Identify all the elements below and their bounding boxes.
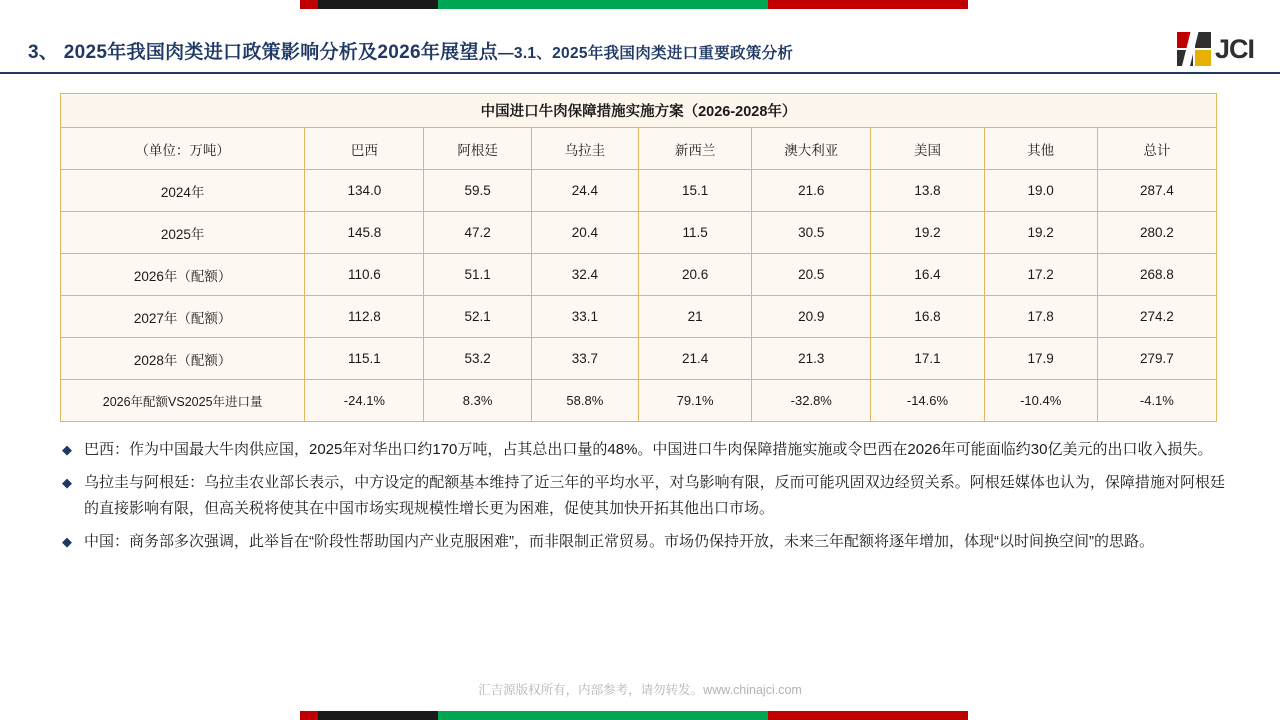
- table-row-label: 2024年: [61, 170, 305, 212]
- table-cell: 17.8: [984, 296, 1097, 338]
- table-cell: 30.5: [752, 212, 871, 254]
- list-item: [60, 470, 1225, 522]
- table-column-header: 总计: [1097, 128, 1216, 170]
- table-cell: 21.6: [752, 170, 871, 212]
- table-cell: 280.2: [1097, 212, 1216, 254]
- table-cell: 24.4: [531, 170, 638, 212]
- table-row-label: 2028年（配额）: [61, 338, 305, 380]
- table-cell: 20.4: [531, 212, 638, 254]
- table-cell: 13.8: [871, 170, 984, 212]
- bottom-decor-bar: [0, 711, 1280, 720]
- table-cell: 58.8%: [531, 380, 638, 422]
- table-cell: 20.9: [752, 296, 871, 338]
- table-row: [61, 380, 1217, 422]
- table-row-label: 2026年（配额）: [61, 254, 305, 296]
- table-cell: 15.1: [638, 170, 751, 212]
- table-cell: 20.5: [752, 254, 871, 296]
- table-cell: 32.4: [531, 254, 638, 296]
- table-cell: 145.8: [305, 212, 424, 254]
- table-cell: 33.1: [531, 296, 638, 338]
- table-cell: 17.1: [871, 338, 984, 380]
- table-cell: 16.8: [871, 296, 984, 338]
- table-cell: 134.0: [305, 170, 424, 212]
- table-cell: 33.7: [531, 338, 638, 380]
- page-title-main: 3、 2025年我国肉类进口政策影响分析及2026年展望点: [28, 42, 499, 63]
- table-row: [61, 254, 1217, 296]
- table-column-header: （单位：万吨）: [61, 128, 305, 170]
- bullet-list: [60, 437, 1225, 562]
- decor-segment: [0, 711, 300, 720]
- page-title-sub: —3.1、2025年我国肉类进口重要政策分析: [498, 45, 794, 62]
- table-row-label: 2027年（配额）: [61, 296, 305, 338]
- table-column-header: 美国: [871, 128, 984, 170]
- table-column-header: 巴西: [305, 128, 424, 170]
- top-decor-bar: [0, 0, 1280, 9]
- table-column-header: 其他: [984, 128, 1097, 170]
- decor-segment: [300, 711, 318, 720]
- table-row: [61, 170, 1217, 212]
- list-item-text: 乌拉圭与阿根廷：乌拉圭农业部长表示，中方设定的配额基本维持了近三年的平均水平，对乌影响有限，反而可能巩固双边经贸关系。阿根廷媒体也认为，保障措施对阿根廷的直接影响有限，但高关税将使其在中国市场实现规模性增长更为困难，促使其加快开拓其他出口市场。: [84, 474, 1225, 517]
- table-cell: 11.5: [638, 212, 751, 254]
- table-cell: 287.4: [1097, 170, 1216, 212]
- diamond-bullet-icon: ◆: [62, 475, 72, 490]
- list-item-text: 巴西：作为中国最大牛肉供应国，2025年对华出口约170万吨，占其总出口量的48%。中国进口牛肉保障措施实施或令巴西在2026年可能面临约30亿美元的出口收入损失。: [84, 441, 1213, 458]
- page-title: [28, 37, 793, 64]
- table-title-row: [61, 94, 1217, 128]
- table-column-header: 新西兰: [638, 128, 751, 170]
- decor-segment: [300, 0, 318, 9]
- table-cell: 274.2: [1097, 296, 1216, 338]
- decor-segment: [318, 0, 438, 9]
- table-column-header: 乌拉圭: [531, 128, 638, 170]
- table-cell: 110.6: [305, 254, 424, 296]
- logo-mark-icon: [1177, 32, 1211, 66]
- table-cell: 79.1%: [638, 380, 751, 422]
- table-cell: 115.1: [305, 338, 424, 380]
- slide-header: [0, 9, 1280, 74]
- decor-segment: [768, 0, 968, 9]
- table-cell: 51.1: [424, 254, 531, 296]
- table-cell: 21.3: [752, 338, 871, 380]
- table-column-header: 阿根廷: [424, 128, 531, 170]
- table-cell: 47.2: [424, 212, 531, 254]
- logo-text: JCI: [1214, 33, 1254, 64]
- jci-logo: [1177, 31, 1254, 67]
- table-cell: 279.7: [1097, 338, 1216, 380]
- table-cell: 19.0: [984, 170, 1097, 212]
- quota-table: [60, 93, 1217, 422]
- footer-note: 汇吉源版权所有，内部参考，请勿转发。www.chinajci.com: [478, 683, 802, 697]
- table-row-label: 2025年: [61, 212, 305, 254]
- table-cell: 112.8: [305, 296, 424, 338]
- table-cell: 17.9: [984, 338, 1097, 380]
- table-header-row: [61, 128, 1217, 170]
- table-cell: -4.1%: [1097, 380, 1216, 422]
- decor-segment: [968, 0, 1280, 9]
- table-cell: 19.2: [871, 212, 984, 254]
- list-item: [60, 437, 1225, 463]
- table-title: 中国进口牛肉保障措施实施方案（2026-2028年）: [61, 94, 1217, 128]
- table-cell: 268.8: [1097, 254, 1216, 296]
- table-row: [61, 212, 1217, 254]
- decor-segment: [768, 711, 968, 720]
- table-cell: 8.3%: [424, 380, 531, 422]
- table-cell: -32.8%: [752, 380, 871, 422]
- table-cell: 16.4: [871, 254, 984, 296]
- decor-segment: [318, 711, 438, 720]
- table-cell: 53.2: [424, 338, 531, 380]
- list-item-text: 中国：商务部多次强调，此举旨在“阶段性帮助国内产业克服困难”，而非限制正常贸易。市场仍保持开放，未来三年配额将逐年增加，体现“以时间换空间”的思路。: [84, 533, 1154, 550]
- table-row: [61, 338, 1217, 380]
- diamond-bullet-icon: ◆: [62, 534, 72, 549]
- decor-segment: [968, 711, 1280, 720]
- quota-table-container: [60, 93, 1217, 422]
- table-column-header: 澳大利亚: [752, 128, 871, 170]
- table-row-label: 2026年配额VS2025年进口量: [61, 380, 305, 422]
- table-cell: -10.4%: [984, 380, 1097, 422]
- table-cell: 17.2: [984, 254, 1097, 296]
- table-cell: 21.4: [638, 338, 751, 380]
- table-row: [61, 296, 1217, 338]
- decor-segment: [438, 0, 768, 9]
- decor-segment: [438, 711, 768, 720]
- table-cell: 52.1: [424, 296, 531, 338]
- table-cell: 20.6: [638, 254, 751, 296]
- table-cell: 19.2: [984, 212, 1097, 254]
- table-cell: 21: [638, 296, 751, 338]
- list-item: [60, 529, 1225, 555]
- diamond-bullet-icon: ◆: [62, 442, 72, 457]
- table-cell: -24.1%: [305, 380, 424, 422]
- table-cell: 59.5: [424, 170, 531, 212]
- table-cell: -14.6%: [871, 380, 984, 422]
- decor-segment: [0, 0, 300, 9]
